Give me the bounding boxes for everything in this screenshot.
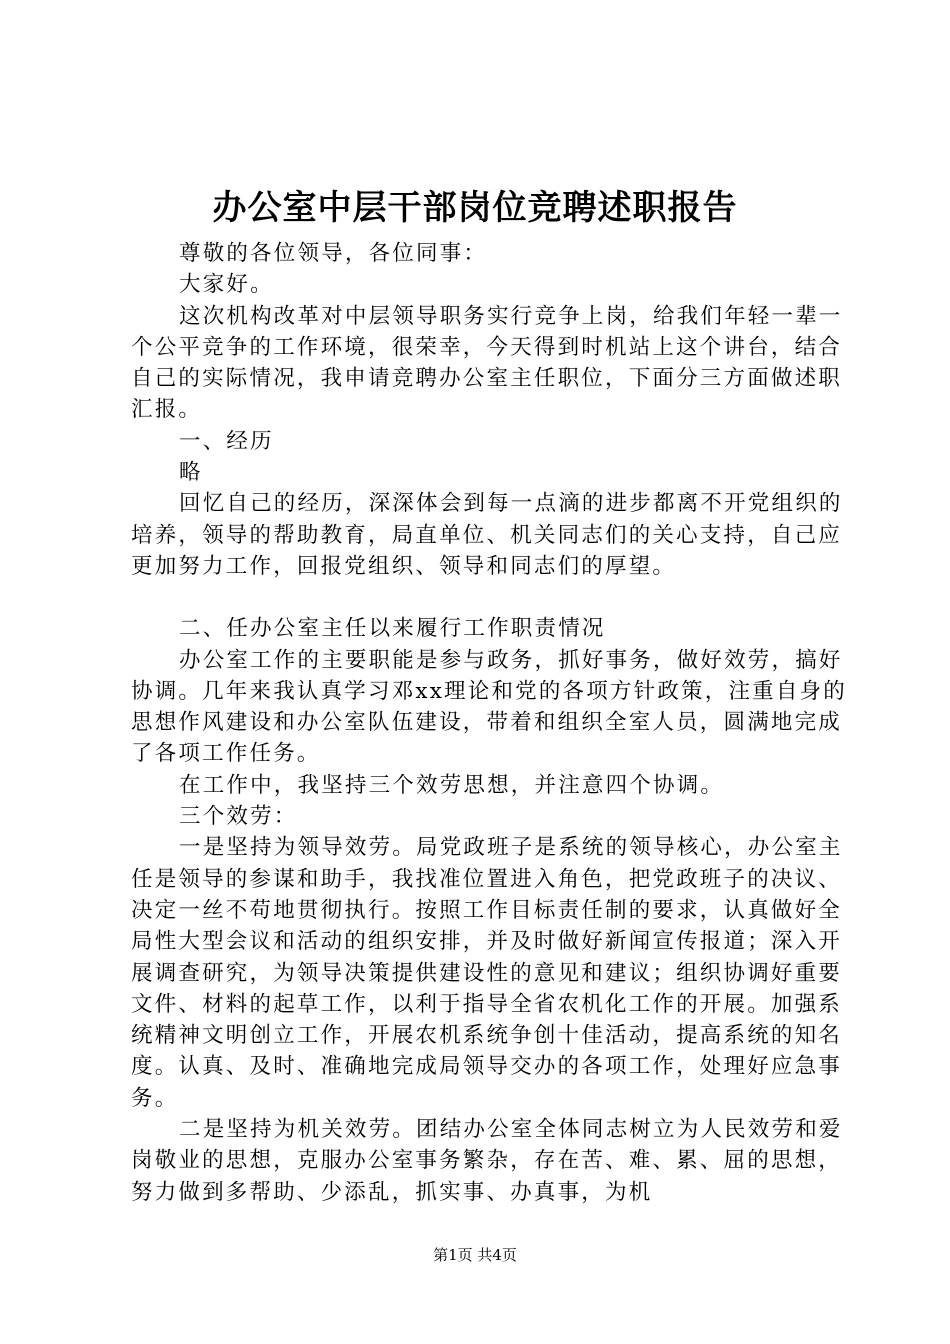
document-body xyxy=(131,238,853,1208)
paragraph-duties: 办公室工作的主要职能是参与政务，抓好事务，做好效劳，搞好协调。几年来我认真学习邓xx理论和党的各项方针政策，注重自身的思想作风建设和办公室队伍建设，带着和组织全室人员，圆满地完成了各项工作任务。 xyxy=(131,647,847,767)
document-title: 办公室中层干部岗位竞聘述职报告 xyxy=(212,188,738,228)
subheading-three-services: 三个效劳： xyxy=(179,804,298,830)
paragraph-intro: 这次机构改革对中层领导职务实行竞争上岗，给我们年轻一辈一个公平竞争的工作环境，很荣幸，今天得到时机站上这个讲台，结合自己的实际情况，我申请竞聘办公室主任职位，下面分三方面做述职汇报。 xyxy=(131,303,843,423)
section-heading-experience: 一、经历 xyxy=(179,428,274,454)
paragraph-service-office: 二是坚持为机关效劳。团结办公室全体同志树立为人民效劳和爱岗敬业的思想，克服办公室事务繁杂，存在苦、难、累、屈的思想，努力做到多帮助、少添乱，抓实事、办真事，为机 xyxy=(131,1117,843,1205)
salutation: 尊敬的各位领导，各位同事： xyxy=(179,241,488,266)
page-footer: 第1页 共4页 xyxy=(433,1246,517,1264)
paragraph-omitted: 略 xyxy=(179,460,203,486)
paragraph-service-leadership: 一是坚持为领导效劳。局党政班子是系统的领导核心，办公室主任是领导的参谋和助手，我找准位置进入角色，把党政班子的决议、决定一丝不苟地贯彻执行。按照工作目标责任制的要求，认真做好全局性大型会议和活动的组织安排，并及时做好新闻宣传报道；深入开展调查研究，为领导决策提供建设性的意见和建议；组织协调好重要文件、材料的起草工作，以利于指导全省农机化工作的开展。加强系统精神文明创立工作，开展农机系统争创十佳活动，提高系统的知名度。认真、及时、准确地完成局领导交办的各项工作，处理好应急事务。 xyxy=(131,835,843,1111)
greeting: 大家好。 xyxy=(179,272,274,298)
blank-line xyxy=(131,582,853,613)
paragraph-reflection: 回忆自己的经历，深深体会到每一点滴的进步都离不开党组织的培养，领导的帮助教育，局直单位、机关同志们的关心支持，自己应更加努力工作，回报党组织、领导和同志们的厚望。 xyxy=(131,491,843,579)
paragraph-principles: 在工作中，我坚持三个效劳思想，并注意四个协调。 xyxy=(179,772,725,798)
section-heading-duties: 二、任办公室主任以来履行工作职责情况 xyxy=(179,616,606,642)
